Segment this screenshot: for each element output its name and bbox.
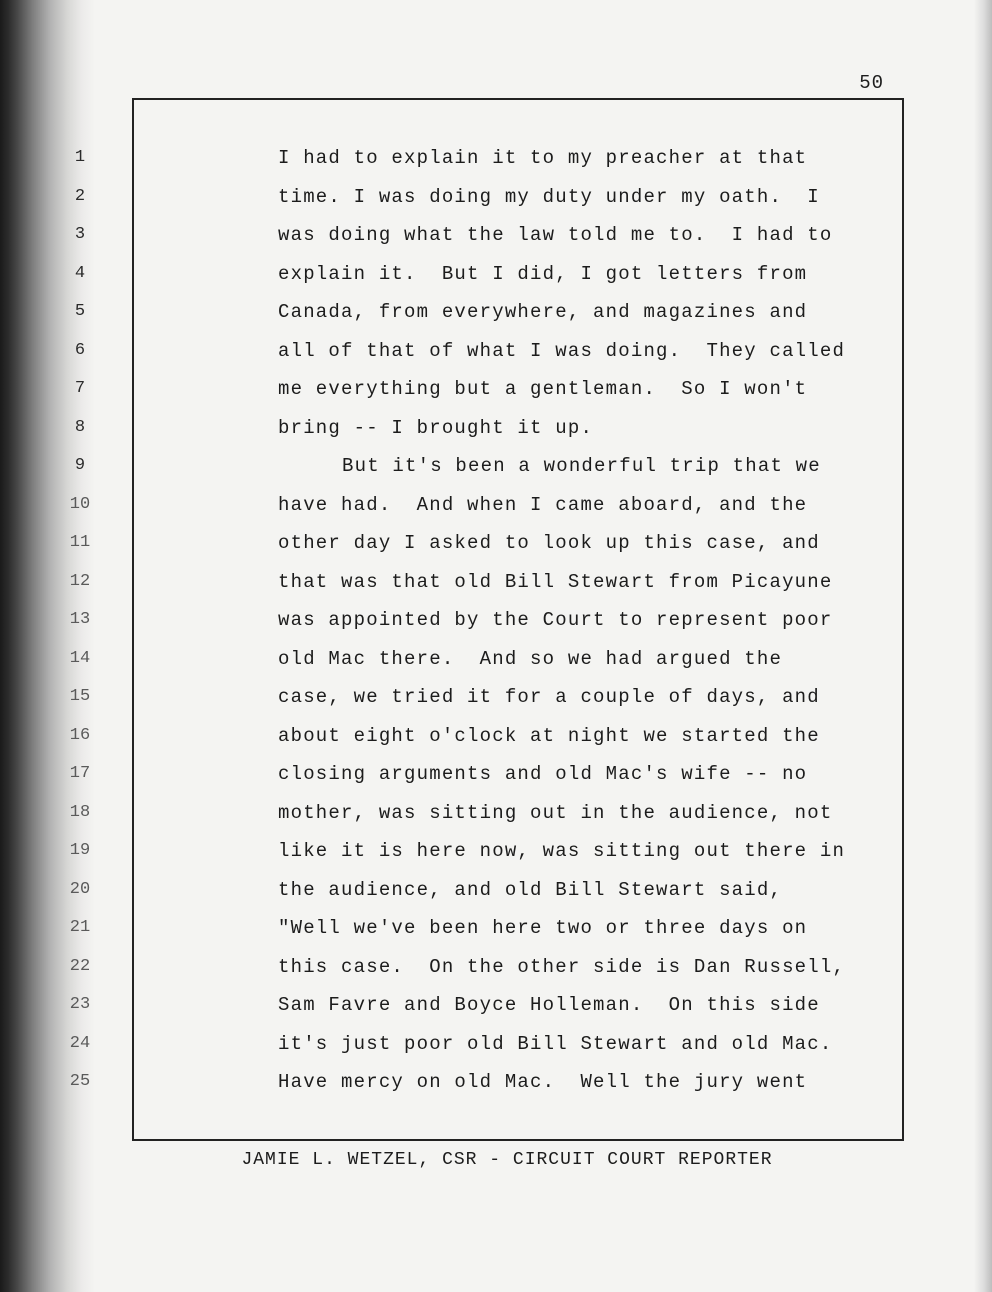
line-number: 13 xyxy=(69,610,91,629)
transcript-line: me everything but a gentleman. So I won't xyxy=(278,378,808,400)
line-number: 18 xyxy=(69,802,91,822)
transcript-line: it's just poor old Bill Stewart and old Mac. xyxy=(278,1032,833,1055)
transcript-line: Have mercy on old Mac. Well the jury went xyxy=(278,1071,808,1093)
line-number: 1 xyxy=(74,148,86,167)
transcript-line: closing arguments and old Mac's wife -- no xyxy=(278,763,808,785)
line-number: 8 xyxy=(74,417,86,437)
transcript-line: was appointed by the Court to represent poor xyxy=(278,609,833,631)
transcript-line: other day I asked to look up this case, and xyxy=(278,532,820,554)
transcript-line: I had to explain it to my preacher at that xyxy=(278,147,808,169)
transcript-line: have had. And when I came aboard, and the xyxy=(278,493,808,516)
line-number: 9 xyxy=(74,456,86,475)
line-number: 4 xyxy=(74,263,86,283)
transcript-line: explain it. But I did, I got letters from xyxy=(278,262,808,285)
line-number: 19 xyxy=(69,841,91,860)
line-number: 5 xyxy=(74,302,86,321)
transcript-line: this case. On the other side is Dan Russell, xyxy=(278,955,846,978)
transcript-line: about eight o'clock at night we started the xyxy=(278,724,820,747)
transcript-line: was doing what the law told me to. I had to xyxy=(278,224,833,246)
transcript-line: time. I was doing my duty under my oath. I xyxy=(278,185,820,208)
transcript-line: that was that old Bill Stewart from Picayune xyxy=(278,570,833,593)
line-number: 3 xyxy=(74,225,86,244)
line-number: 23 xyxy=(69,995,91,1014)
transcript-line: Sam Favre and Boyce Holleman. On this side xyxy=(278,994,820,1016)
transcript-line: all of that of what I was doing. They called xyxy=(278,339,846,362)
transcript-line: like it is here now, was sitting out there in xyxy=(278,840,846,862)
transcript-line: Canada, from everywhere, and magazines and xyxy=(278,301,808,323)
line-number: 12 xyxy=(69,571,91,591)
line-number: 24 xyxy=(69,1033,91,1053)
transcript-line: "Well we've been here two or three days on xyxy=(278,917,808,939)
line-number: 14 xyxy=(69,648,91,668)
page-number: 50 xyxy=(859,72,884,94)
transcript-line: mother, was sitting out in the audience, not xyxy=(278,801,833,824)
transcript-line: bring -- I brought it up. xyxy=(278,416,594,439)
transcript-line: But it's been a wonderful trip that we xyxy=(342,455,821,477)
line-number: 15 xyxy=(69,687,91,706)
line-number: 2 xyxy=(74,186,86,206)
line-number: 25 xyxy=(69,1072,91,1091)
line-number: 22 xyxy=(69,956,91,976)
line-number: 10 xyxy=(69,494,91,514)
transcript-line: case, we tried it for a couple of days, and xyxy=(278,686,820,708)
line-number: 6 xyxy=(74,340,86,360)
line-number: 17 xyxy=(69,764,91,783)
line-number: 21 xyxy=(69,918,91,937)
line-number: 16 xyxy=(69,725,91,745)
line-number: 11 xyxy=(69,533,91,552)
reporter-footer: JAMIE L. WETZEL, CSR - CIRCUIT COURT REPORTER xyxy=(241,1150,773,1170)
line-number: 7 xyxy=(74,379,86,398)
line-number: 20 xyxy=(69,879,91,899)
transcript-line: old Mac there. And so we had argued the xyxy=(278,647,783,670)
transcript-line: the audience, and old Bill Stewart said, xyxy=(278,878,783,901)
